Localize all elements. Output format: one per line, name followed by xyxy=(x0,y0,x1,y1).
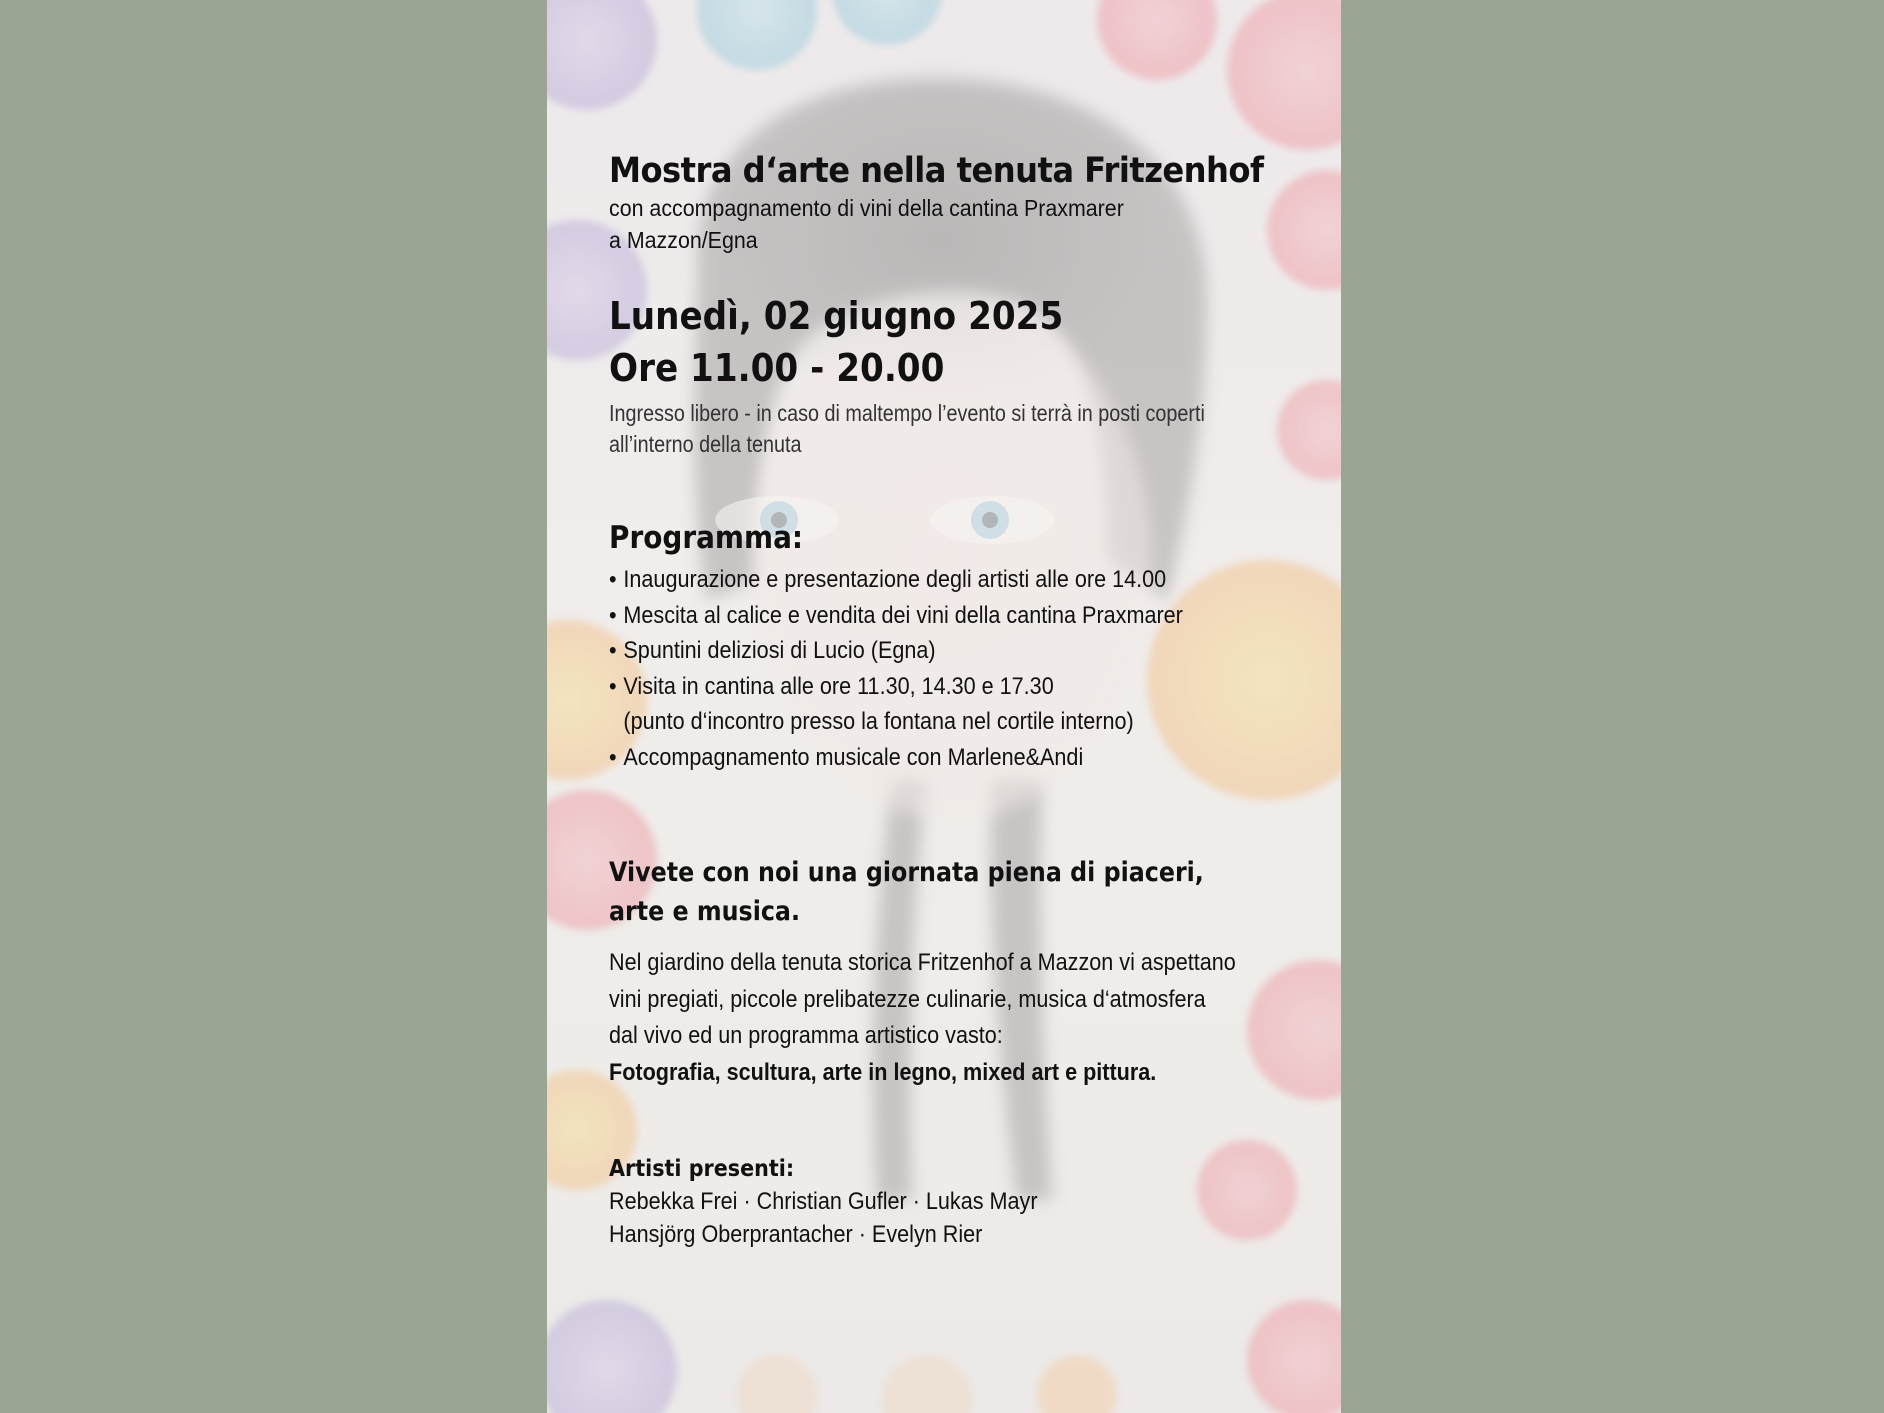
list-item: • Spuntini deliziosi di Lucio (Egna) xyxy=(609,633,1239,669)
artists-heading: Artisti presenti: xyxy=(609,1156,795,1182)
list-item-continuation: (punto d‘incontro presso la fontana nel cortile interno) xyxy=(623,708,1134,735)
paragraph-line: Nel giardino della tenuta storica Fritzenhof a Mazzon vi aspettano xyxy=(609,949,1236,976)
note-line: Ingresso libero - in caso di maltempo l’evento si terrà in posti coperti xyxy=(609,400,1205,426)
tagline xyxy=(609,853,1225,931)
admission-note xyxy=(609,398,1211,460)
subtitle-line: a Mazzon/Egna xyxy=(609,227,758,253)
art-forms-line: Fotografia, scultura, arte in legno, mixed art e pittura. xyxy=(609,1058,1157,1086)
page-title: Mostra d‘arte nella tenuta Fritzenhof xyxy=(609,151,1264,191)
flyer-text xyxy=(609,150,1309,1251)
description-paragraph xyxy=(609,945,1239,1091)
program-list xyxy=(609,562,1239,775)
list-item: • Mescita al calice e vendita dei vini della cantina Praxmarer xyxy=(609,598,1239,634)
bullet-icon: • xyxy=(609,637,617,664)
subtitle xyxy=(609,192,1260,256)
note-line: all’interno della tenuta xyxy=(609,431,802,457)
bullet-icon: • xyxy=(609,743,617,771)
artists-line: Hansjörg Oberprantacher · Evelyn Rier xyxy=(609,1221,983,1248)
list-item: • Inaugurazione e presentazione degli artisti alle ore 14.00 xyxy=(609,562,1239,598)
bullet-icon: • xyxy=(609,672,617,700)
bullet-icon: • xyxy=(609,566,617,593)
artists-line: Rebekka Frei · Christian Gufler · Lukas Mayr xyxy=(609,1188,1038,1215)
event-flyer xyxy=(547,0,1341,1413)
tagline-line: arte e musica. xyxy=(609,896,800,927)
tagline-line: Vivete con noi una giornata piena di piaceri, xyxy=(609,857,1204,888)
event-time: Ore 11.00 - 20.00 xyxy=(609,346,945,390)
artists-list xyxy=(609,1185,1239,1251)
subtitle-line: con accompagnamento di vini della cantina Praxmarer xyxy=(609,195,1124,221)
event-date: Lunedì, 02 giugno 2025 xyxy=(609,294,1064,338)
program-heading: Programma: xyxy=(609,520,804,556)
paragraph-line: dal vivo ed un programma artistico vasto: xyxy=(609,1022,1003,1049)
paragraph-line: vini pregiati, piccole prelibatezze culinarie, musica d‘atmosfera xyxy=(609,985,1206,1013)
bullet-icon: • xyxy=(609,601,617,629)
list-item: • Visita in cantina alle ore 11.30, 14.30 e 17.30 (punto d‘incontro presso la fontana nel cortile interno) xyxy=(609,669,1239,740)
list-item: • Accompagnamento musicale con Marlene&Andi xyxy=(609,740,1239,776)
